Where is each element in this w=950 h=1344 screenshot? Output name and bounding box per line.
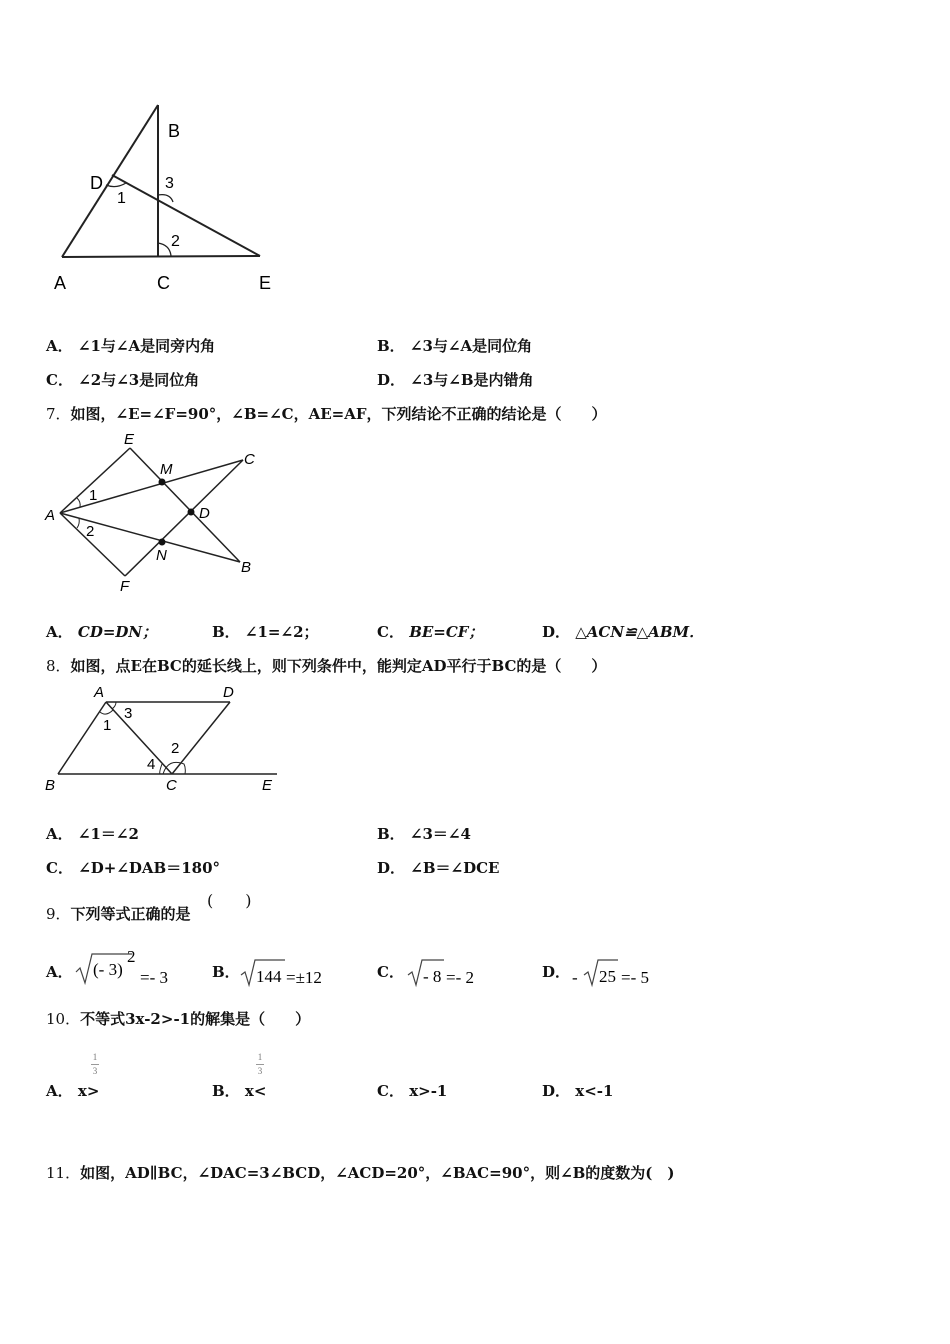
q9-option-b-letter: B． — [212, 963, 240, 981]
angle-label-3: 3 — [124, 705, 133, 722]
radicand: (- 3) — [93, 960, 123, 979]
q9-option-a-math — [74, 950, 184, 990]
label-A: A — [94, 684, 105, 701]
radicand: - 8 — [423, 967, 442, 986]
angle-label-2: 2 — [171, 233, 180, 250]
radicand: 144 — [256, 967, 282, 986]
figure-q8-parallelogram — [40, 682, 285, 800]
q8-option-c: C． ∠D+∠DAB＝180° — [46, 859, 221, 877]
q9-option-c-math — [406, 955, 506, 991]
line-DE — [112, 175, 260, 256]
fraction-bar — [256, 1064, 264, 1065]
line-AB — [58, 702, 106, 774]
q6-option-a: A． ∠1与∠A是同旁内角 — [46, 337, 216, 355]
q7-stem: 7．如图，∠E=∠F=90°，∠B=∠C，AE=AF，下列结论不正确的结论是（ ） — [46, 405, 607, 423]
rhs: =- 2 — [446, 968, 474, 987]
q10-stem: 10．不等式3x-2>-1的解集是（ ） — [46, 1010, 311, 1028]
q6-option-b: B． ∠3与∠A是同位角 — [377, 337, 533, 355]
rhs: =- 5 — [621, 968, 649, 987]
q9-option-c-letter: C． — [377, 963, 404, 981]
q6-option-c: C． ∠2与∠3是同位角 — [46, 371, 200, 389]
q10-option-c: C． x>-1 — [377, 1082, 448, 1100]
q9-answer-paren: ( ) — [207, 891, 252, 910]
figure-q6-angles — [40, 95, 290, 305]
label-D: D — [199, 505, 210, 522]
prefix: - — [572, 968, 578, 987]
angle-label-1: 1 — [103, 717, 112, 734]
fraction-numerator: 1 — [92, 1052, 98, 1062]
angle-label-1: 1 — [89, 487, 98, 504]
rhs: =- 3 — [140, 968, 168, 987]
angle-label-3: 3 — [165, 175, 174, 192]
fraction-denominator: 3 — [257, 1066, 263, 1076]
label-F: F — [120, 578, 130, 595]
angle-label-2: 2 — [86, 523, 95, 540]
q8-option-a: A． ∠1＝∠2 — [46, 825, 139, 843]
label-B: B — [45, 777, 56, 794]
q6-option-d: D． ∠3与∠B是内错角 — [377, 371, 534, 389]
q9-option-d-math — [570, 955, 680, 991]
label-E: E — [124, 431, 135, 448]
line-AB — [62, 105, 158, 257]
angle-arc-1 — [77, 498, 80, 507]
label-E: E — [259, 273, 272, 293]
q8-option-d: D． ∠B＝∠DCE — [377, 859, 500, 877]
q9-option-d-letter: D． — [542, 963, 571, 981]
q10-frac-b — [254, 1052, 266, 1077]
label-A: A — [54, 273, 67, 293]
angle-arc-3 — [112, 702, 116, 709]
q9-option-a-letter: A． — [46, 963, 73, 981]
fraction-numerator: 1 — [257, 1052, 263, 1062]
q9-stem: 9．下列等式正确的是 — [46, 905, 191, 923]
rhs: =±12 — [286, 968, 322, 987]
q10-option-a: A． x> — [46, 1082, 100, 1100]
label-N: N — [156, 547, 167, 564]
q7-option-d: D． △ACN≌△ABM． — [542, 623, 705, 641]
q9-option-b-math — [239, 955, 349, 991]
label-M: M — [160, 461, 173, 478]
label-B: B — [168, 121, 181, 141]
angle-arc-2 — [77, 518, 79, 528]
q8-stem: 8．如图，点E在BC的延长线上，则下列条件中，能判定AD平行于BC的是（ ） — [46, 657, 607, 675]
point-M — [159, 479, 166, 486]
label-E: E — [262, 777, 273, 794]
angle-label-4: 4 — [147, 756, 156, 773]
angle-arc-4 — [160, 764, 162, 774]
radicand: 25 — [599, 967, 616, 986]
q10-option-d: D． x<-1 — [542, 1082, 614, 1100]
label-C: C — [157, 273, 170, 293]
label-C: C — [166, 777, 177, 794]
q10-frac-a — [89, 1052, 101, 1077]
q10-option-b: B． x< — [212, 1082, 267, 1100]
q7-option-a: A． CD=DN； — [46, 623, 158, 641]
label-A: A — [45, 507, 56, 524]
label-D: D — [223, 684, 234, 701]
figure-q7-kite — [40, 430, 270, 600]
line-AC — [106, 702, 172, 774]
label-D: D — [90, 173, 103, 193]
q11-stem: 11．如图，AD∥BC，∠DAC=3∠BCD，∠ACD=20°，∠BAC=90°，则∠B的度数为( ) — [46, 1164, 675, 1182]
point-N — [159, 539, 166, 546]
point-D — [188, 509, 195, 516]
exponent: 2 — [127, 950, 136, 966]
angle-label-2: 2 — [171, 740, 180, 757]
q7-option-b: B． ∠1=∠2； — [212, 623, 319, 641]
angle-arc-1 — [100, 710, 113, 714]
fraction-denominator: 3 — [92, 1066, 98, 1076]
angle-arc-2 — [158, 243, 171, 256]
fraction-bar — [91, 1064, 99, 1065]
label-B: B — [241, 559, 252, 576]
line-AE — [62, 256, 260, 257]
q8-option-b: B． ∠3＝∠4 — [377, 825, 471, 843]
angle-label-1: 1 — [117, 190, 126, 207]
q7-option-c: C． BE=CF； — [377, 623, 484, 641]
label-C: C — [244, 451, 255, 468]
